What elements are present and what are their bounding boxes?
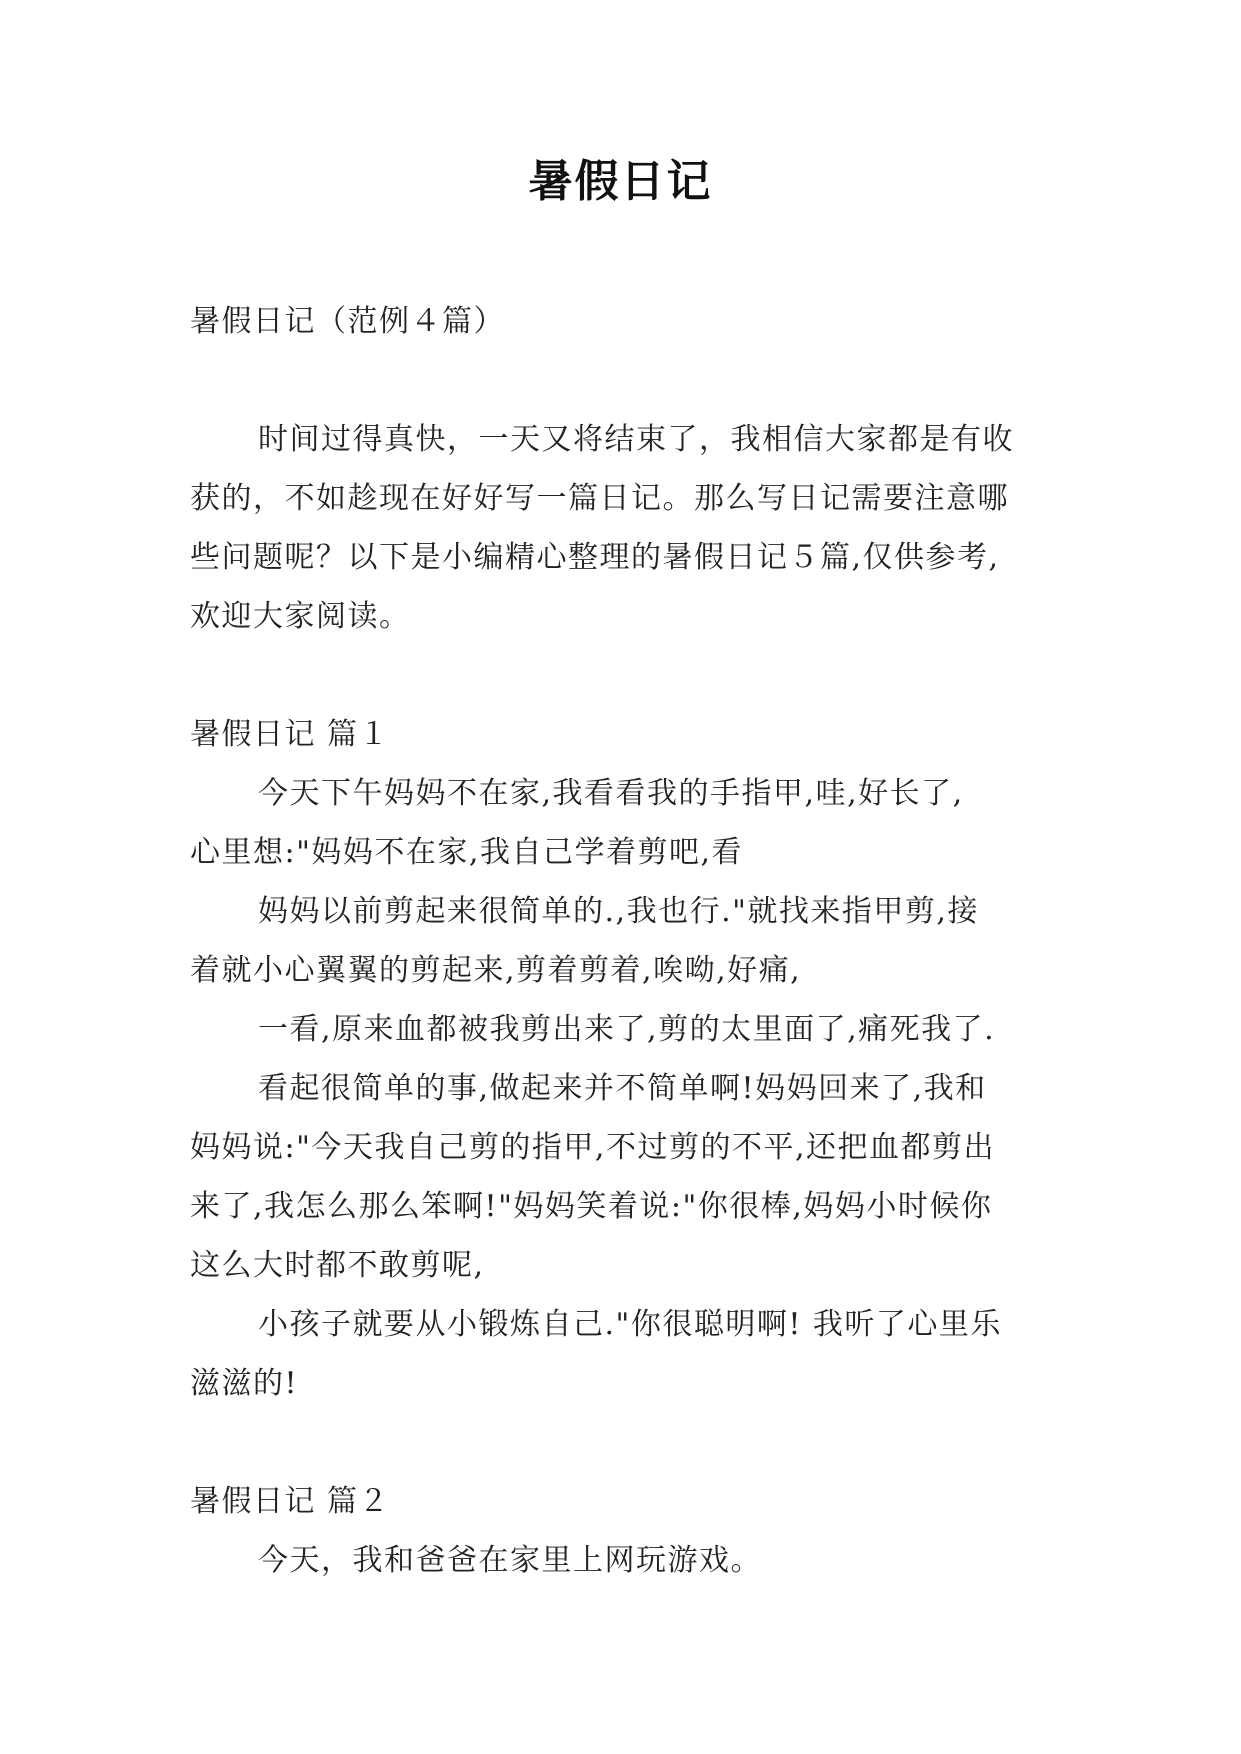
spacer: [190, 351, 1052, 410]
section1-line: 妈妈说:"今天我自己剪的指甲,不过剪的不平,还把血都剪出: [190, 1130, 995, 1165]
section1-line: 来了,我怎么那么笨啊!"妈妈笑着说:"你很棒,妈妈小时候你: [190, 1189, 993, 1224]
section1-line: 小孩子就要从小锻炼自己."你很聪明啊! 我听了心里乐: [258, 1307, 1002, 1342]
section1-line: 今天下午妈妈不在家,我看看我的手指甲,哇,好长了,: [258, 776, 964, 811]
section1-line: 着就小心翼翼的剪起来,剪着剪着,唉呦,好痛,: [190, 953, 802, 988]
document-title: 暑假日记: [528, 156, 713, 207]
document-subtitle: 暑假日记（范例４篇）: [190, 304, 505, 339]
section1-line: 心里想:"妈妈不在家,我自己学着剪吧,看: [190, 835, 743, 870]
spacer: [190, 1413, 1052, 1472]
intro-line: 些问题呢？以下是小编精心整理的暑假日记５篇,仅供参考,: [190, 540, 1000, 575]
document-body: [190, 292, 1052, 1590]
section2-line: 今天，我和爸爸在家里上网玩游戏。: [258, 1543, 762, 1578]
section1-line: 滋滋的!: [190, 1366, 299, 1401]
section1-line: 妈妈以前剪起来很简单的.,我也行."就找来指甲剪,接: [258, 894, 979, 929]
intro-line: 获的，不如趁现在好好写一篇日记。那么写日记需要注意哪: [190, 481, 1009, 516]
section1-line: 一看,原来血都被我剪出来了,剪的太里面了,痛死我了.: [258, 1012, 996, 1047]
section1-line: 这么大时都不敢剪呢,: [190, 1248, 485, 1283]
intro-line: 时间过得真快，一天又将结束了，我相信大家都是有收: [258, 422, 1014, 457]
spacer: [190, 646, 1052, 705]
section1-line: 看起很简单的事,做起来并不简单啊!妈妈回来了,我和: [258, 1071, 987, 1106]
section-heading-2: 暑假日记 篇２: [190, 1484, 391, 1519]
intro-line: 欢迎大家阅读。: [190, 599, 411, 634]
section-heading-1: 暑假日记 篇１: [190, 717, 391, 752]
